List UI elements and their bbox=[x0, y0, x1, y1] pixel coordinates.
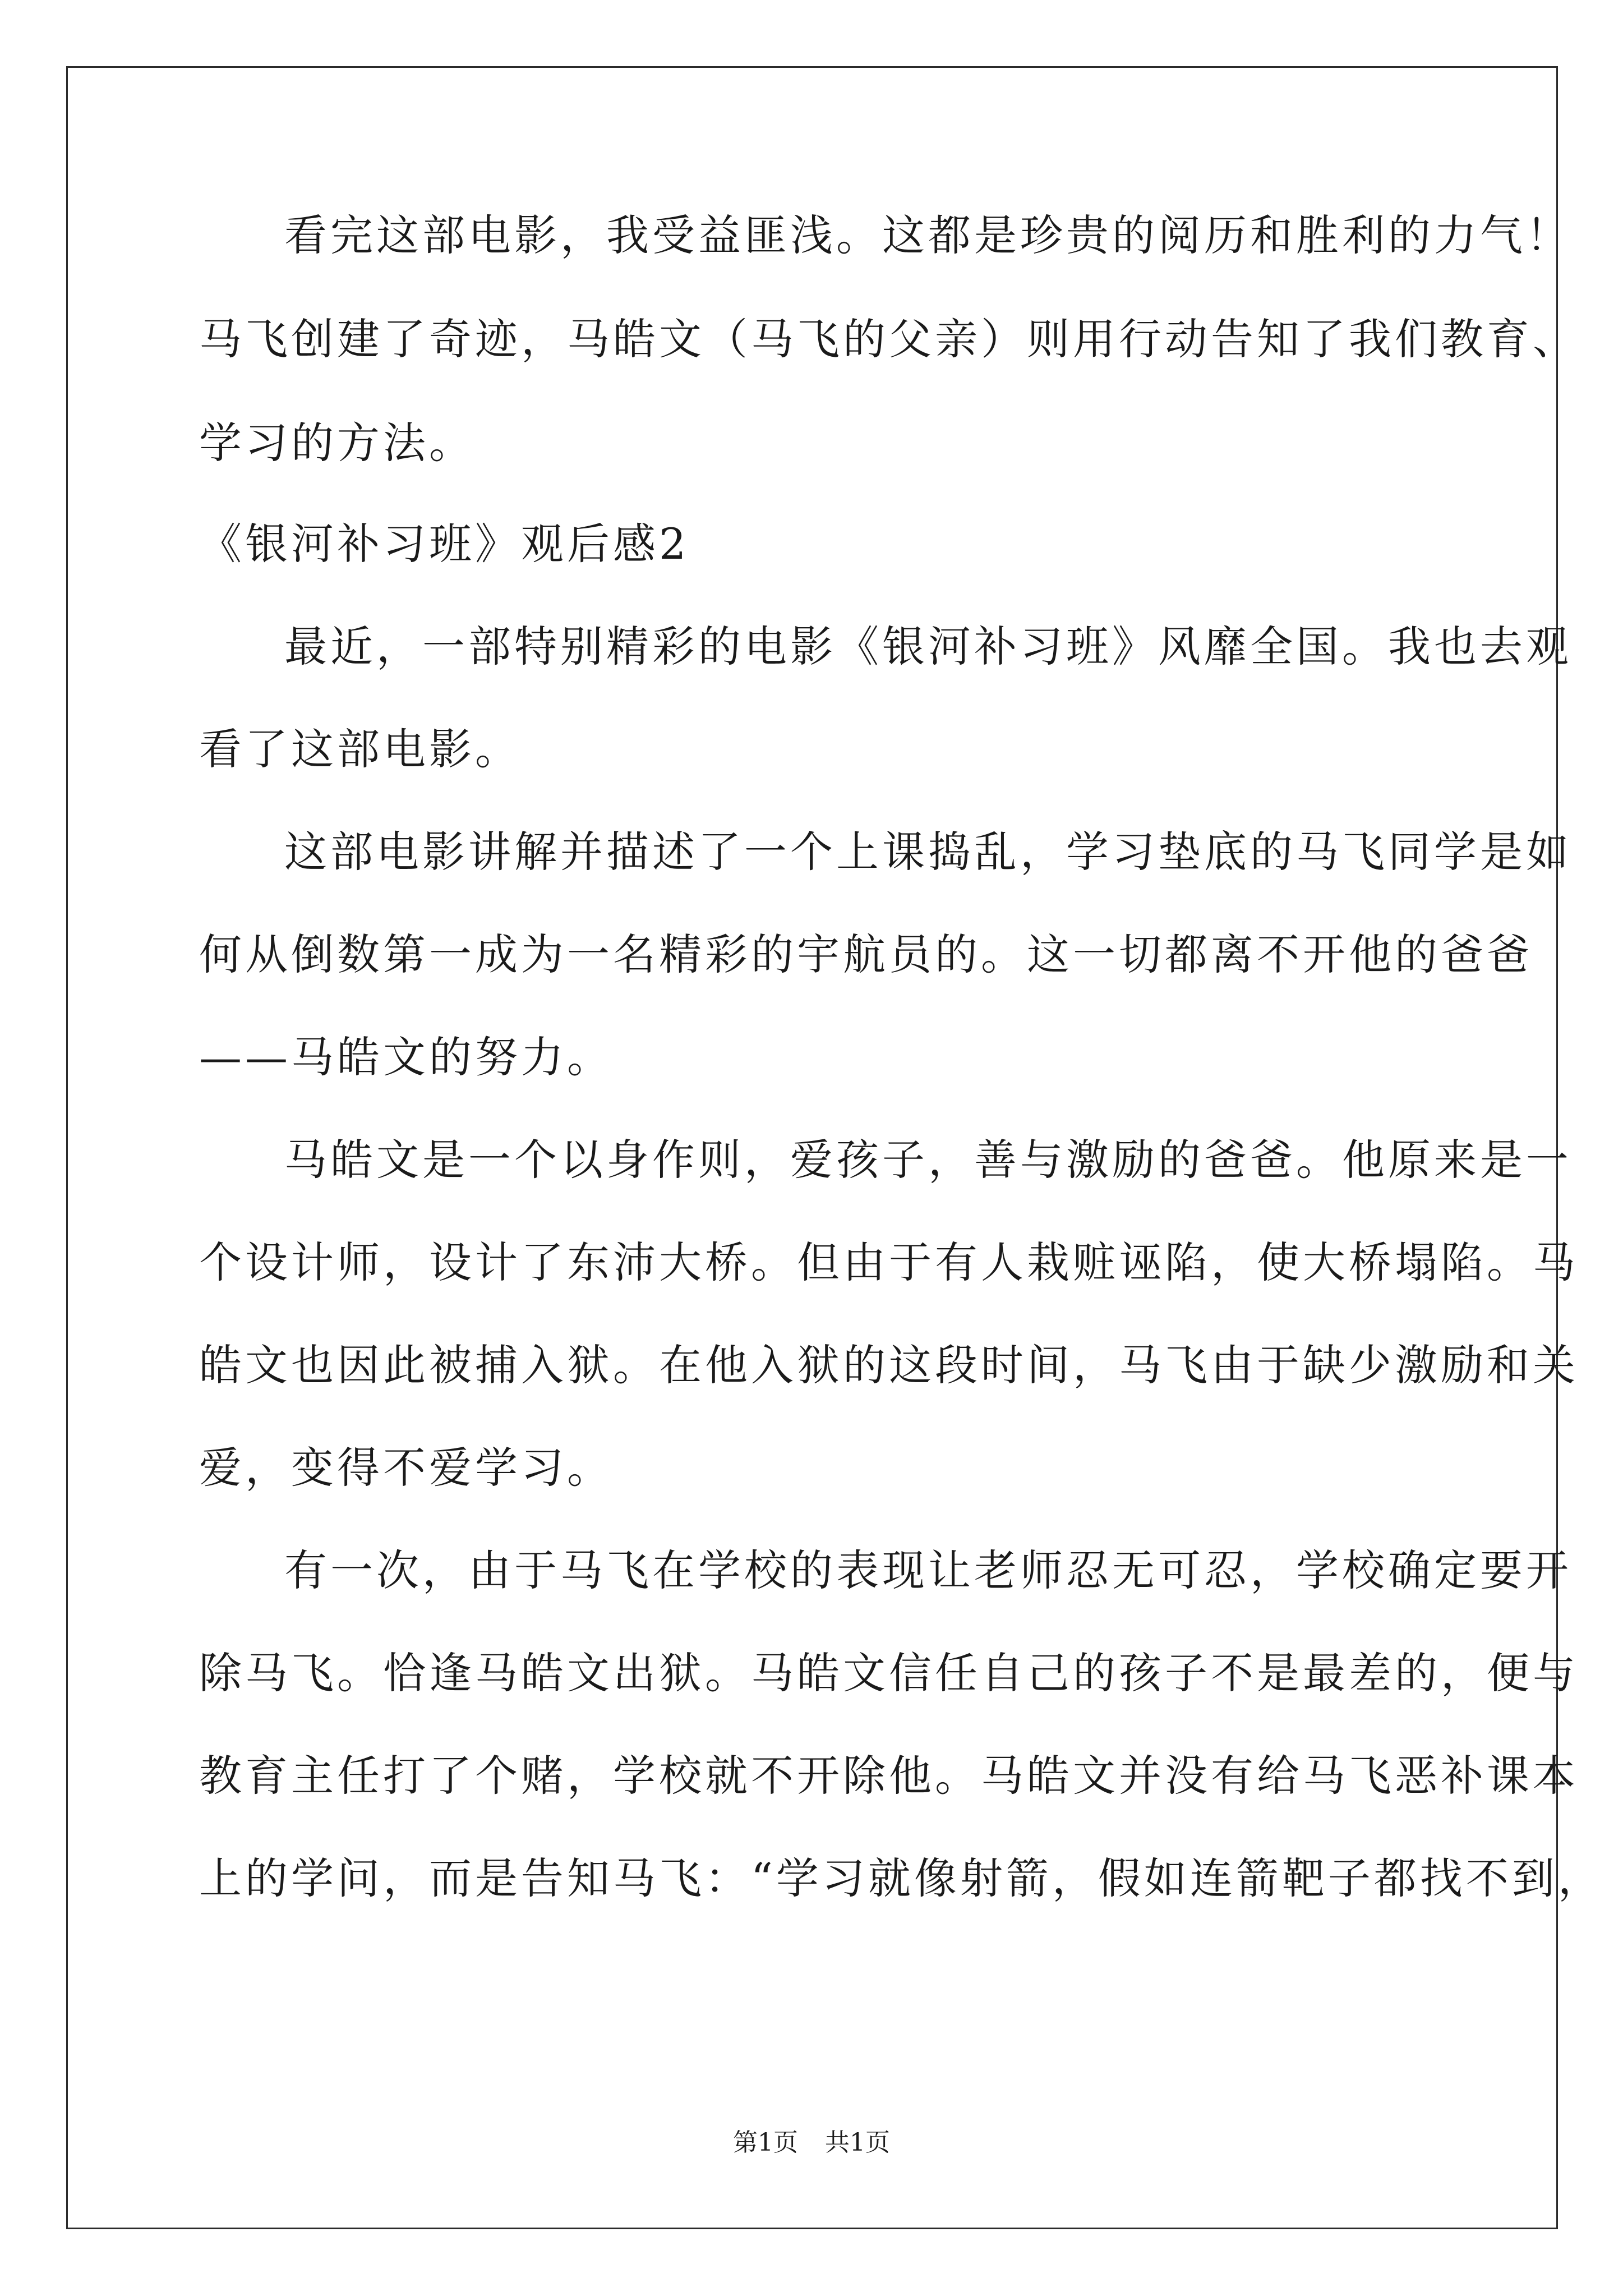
paragraph-line: 爱，变得不爱学习。 bbox=[199, 1443, 613, 1493]
page-number: 第1页 bbox=[733, 2128, 798, 2157]
paragraph-line: 看完这部电影，我受益匪浅。这都是珍贵的阅历和胜利的力气！ bbox=[284, 210, 1572, 260]
paragraph-line: 上的学问，而是告知马飞：“学习就像射箭，假如连箭靶子都找不到， bbox=[199, 1853, 1604, 1903]
paragraph-line: 马飞创建了奇迹，马皓文（马飞的父亲）则用行动告知了我们教育、 bbox=[199, 314, 1579, 364]
paragraph-line: 看了这部电影。 bbox=[199, 724, 521, 774]
paragraph-line: ——马皓文的努力。 bbox=[199, 1032, 613, 1082]
paragraph-line: 教育主任打了个赌，学校就不开除他。马皓文并没有给马飞恶补课本 bbox=[199, 1751, 1579, 1801]
paragraph-line: 皓文也因此被捕入狱。在他入狱的这段时间，马飞由于缺少激励和关 bbox=[199, 1340, 1579, 1390]
page-total: 共1页 bbox=[825, 2128, 890, 2157]
paragraph-line: 有一次，由于马飞在学校的表现让老师忍无可忍，学校确定要开 bbox=[284, 1545, 1572, 1595]
paragraph-line: 最近，一部特别精彩的电影《银河补习班》风靡全国。我也去观 bbox=[284, 622, 1572, 671]
paragraph-line: 除马飞。恰逢马皓文出狱。马皓文信任自己的孩子不是最差的，便与 bbox=[199, 1648, 1579, 1698]
paragraph-line: 何从倒数第一成为一名精彩的宇航员的。这一切都离不开他的爸爸 bbox=[199, 930, 1533, 979]
paragraph-line: 马皓文是一个以身作则，爱孩子，善与激励的爸爸。他原来是一 bbox=[284, 1135, 1572, 1185]
section-heading: 《银河补习班》观后感2 bbox=[199, 519, 690, 569]
paragraph-line: 这部电影讲解并描述了一个上课捣乱，学习垫底的马飞同学是如 bbox=[284, 827, 1572, 877]
paragraph-line: 个设计师，设计了东沛大桥。但由于有人栽赃诬陷，使大桥塌陷。马 bbox=[199, 1237, 1579, 1287]
page-footer bbox=[0, 2126, 1623, 2160]
paragraph-line: 学习的方法。 bbox=[199, 418, 475, 468]
